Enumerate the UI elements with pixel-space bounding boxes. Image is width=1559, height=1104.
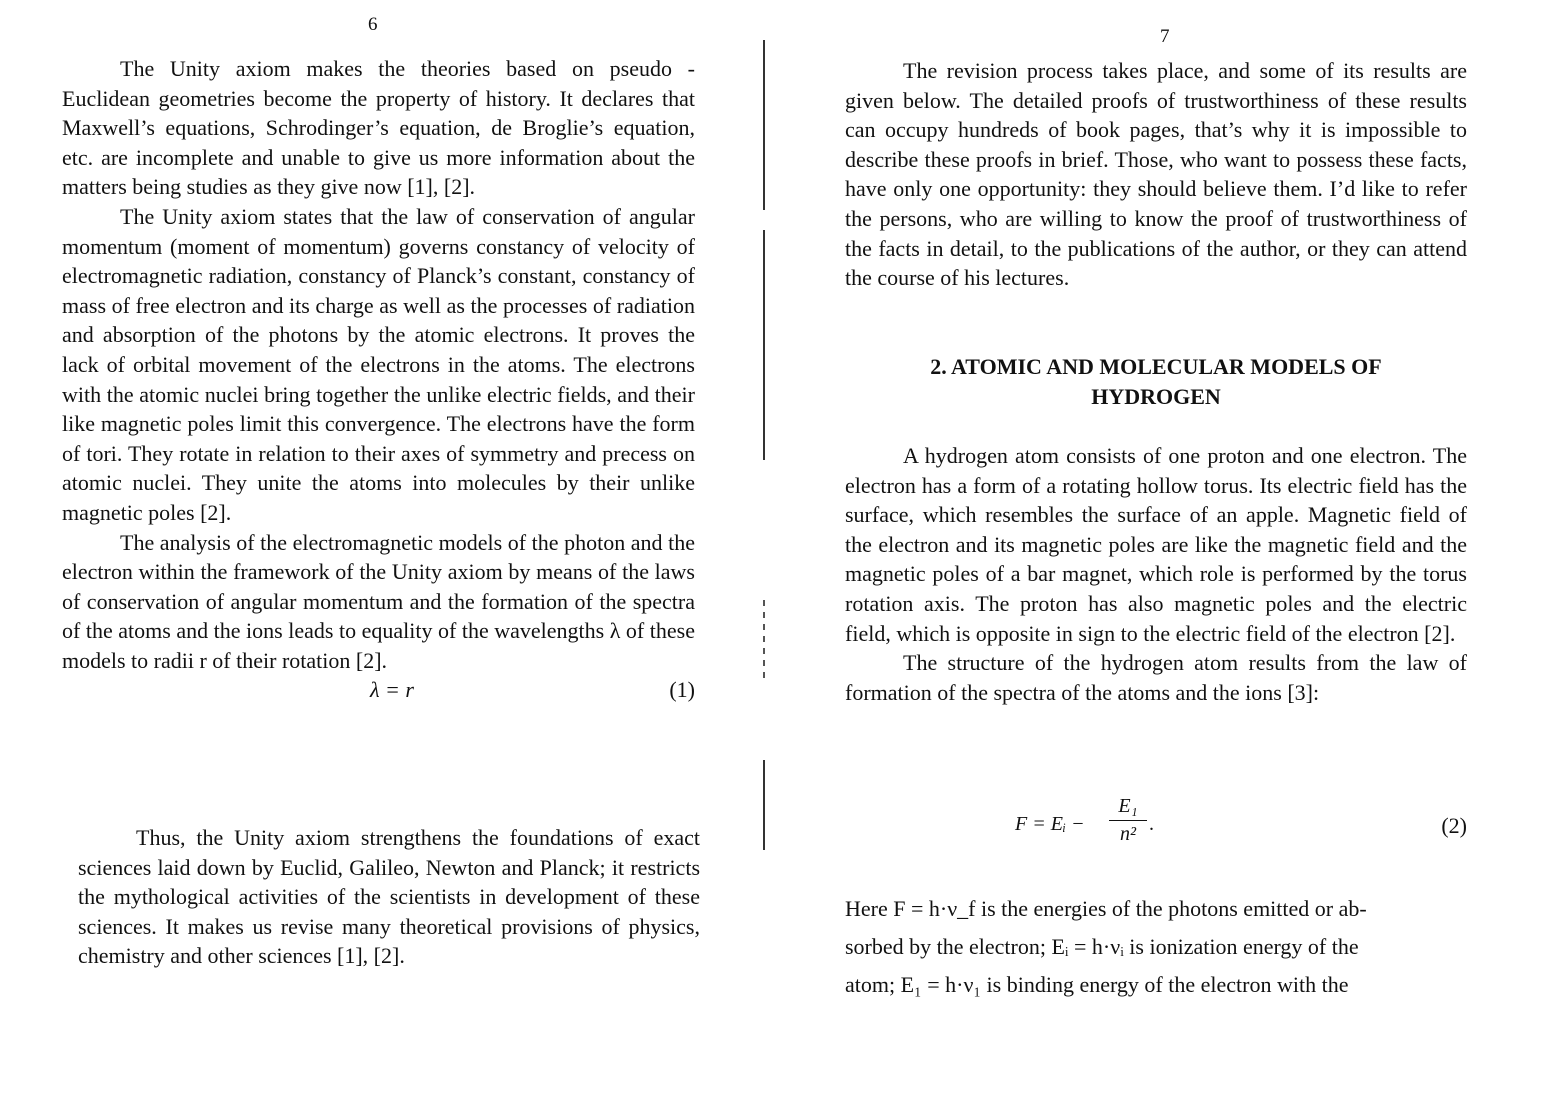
text-line: atom; E₁ = h·ν₁ is binding energy of the electron with the xyxy=(845,972,1349,997)
equation-2 xyxy=(845,795,1467,861)
text-line: sorbed by the electron; Eᵢ = h·νᵢ is ionization energy of the xyxy=(845,934,1359,959)
gutter-line xyxy=(763,40,765,210)
section-heading xyxy=(845,352,1467,412)
equation-lhs: F = Eᵢ − xyxy=(1015,813,1085,835)
gutter-line xyxy=(763,600,765,680)
page-number: 6 xyxy=(368,14,378,35)
paragraph: A hydrogen atom consists of one proton and one electron. The electron has a form of a rotating hollow torus. Its electric field has the surface, which resembles the surface of an apple. Magnetic field of the electron and its magnetic poles are like the magnetic field and the magnetic poles of a bar magnet, which role is performed by the torus rotation axis. The proton has also magnetic poles and the electric field, which is opposite in sign to the electric field of the electron [2]. xyxy=(845,443,1467,646)
page-number: 7 xyxy=(1160,26,1170,47)
equation-number: (2) xyxy=(1441,813,1467,838)
heading-line: 2. ATOMIC AND MOLECULAR MODELS OF xyxy=(930,354,1382,379)
text-line: Here F = h·ν_f is the energies of the photons emitted or ab- xyxy=(845,896,1367,921)
paragraph: Thus, the Unity axiom strengthens the foundations of exact sciences laid down by Euclid, Galileo, Newton and Planck; it restricts the mythological activities of the scientists in development of these sciences. It makes us revise many theoretical provisions of physics, chemistry and other sciences [1], [2]. xyxy=(78,825,700,969)
gutter-line xyxy=(763,230,765,460)
left-page xyxy=(0,0,760,1104)
equation-fraction xyxy=(1109,795,1147,846)
right-text-block-3 xyxy=(845,890,1467,1004)
equation-end: . xyxy=(1149,813,1154,835)
equation-body: λ = r xyxy=(370,677,414,703)
left-text-block-2 xyxy=(78,823,700,971)
paragraph: The Unity axiom states that the law of conservation of angular momentum (moment of momentum) governs constancy of velocity of electromagnetic radiation, constancy of Planck’s constant, constancy of mass of free electron and its charge as well as the processes of radiation and absorption of the photons by the atomic electrons. It proves the lack of orbital movement of the electrons in the atoms. The electrons with the atomic nuclei bring together the unlike electric fields, and their like magnetic poles limit this convergence. The electrons have the form of tori. They rotate in relation to their axes of symmetry and precess on atomic nuclei. They unite the atoms into molecules by their unlike magnetic poles [2]. xyxy=(62,203,695,525)
right-page xyxy=(772,0,1559,1104)
paragraph: The analysis of the electromagnetic models of the photon and the electron within the framework of the Unity axiom by means of the laws of conservation of angular momentum and the formation of the spectra of the atoms and the ions leads to equality of the wavelengths λ of these models to radii r of their rotation [2]. xyxy=(62,529,695,673)
heading-line: HYDROGEN xyxy=(1091,384,1221,409)
left-text-block xyxy=(62,54,695,705)
equation-1 xyxy=(62,675,695,705)
paragraph: The structure of the hydrogen atom results from the law of formation of the spectra of the atoms and the ions [3]: xyxy=(845,650,1467,705)
fraction-numerator: E₁ xyxy=(1109,795,1147,821)
right-text-block xyxy=(845,56,1467,293)
paragraph: The revision process takes place, and some of its results are given below. The detailed proofs of trustworthiness of these results can occupy hundreds of book pages, that’s why it is impossible to describe these proofs in brief. Those, who want to possess these facts, have only one opportunity: they should believe them. I’d like to refer the persons, who are willing to know the proof of trustworthiness of the facts in detail, to the publications of the author, or they can attend the course of his lectures. xyxy=(845,58,1467,291)
paragraph: The Unity axiom makes the theories based on pseudo - Euclidean geometries become the property of history. It declares that Maxwell’s equations, Schrodinger’s equation, de Broglie’s equation, etc. are incomplete and unable to give us more information about the matters being studies as they give now [1], [2]. xyxy=(62,56,695,200)
gutter-line xyxy=(763,760,765,850)
equation-number: (1) xyxy=(669,677,695,703)
fraction-denominator: n² xyxy=(1120,823,1136,845)
right-text-block-2 xyxy=(845,441,1467,707)
